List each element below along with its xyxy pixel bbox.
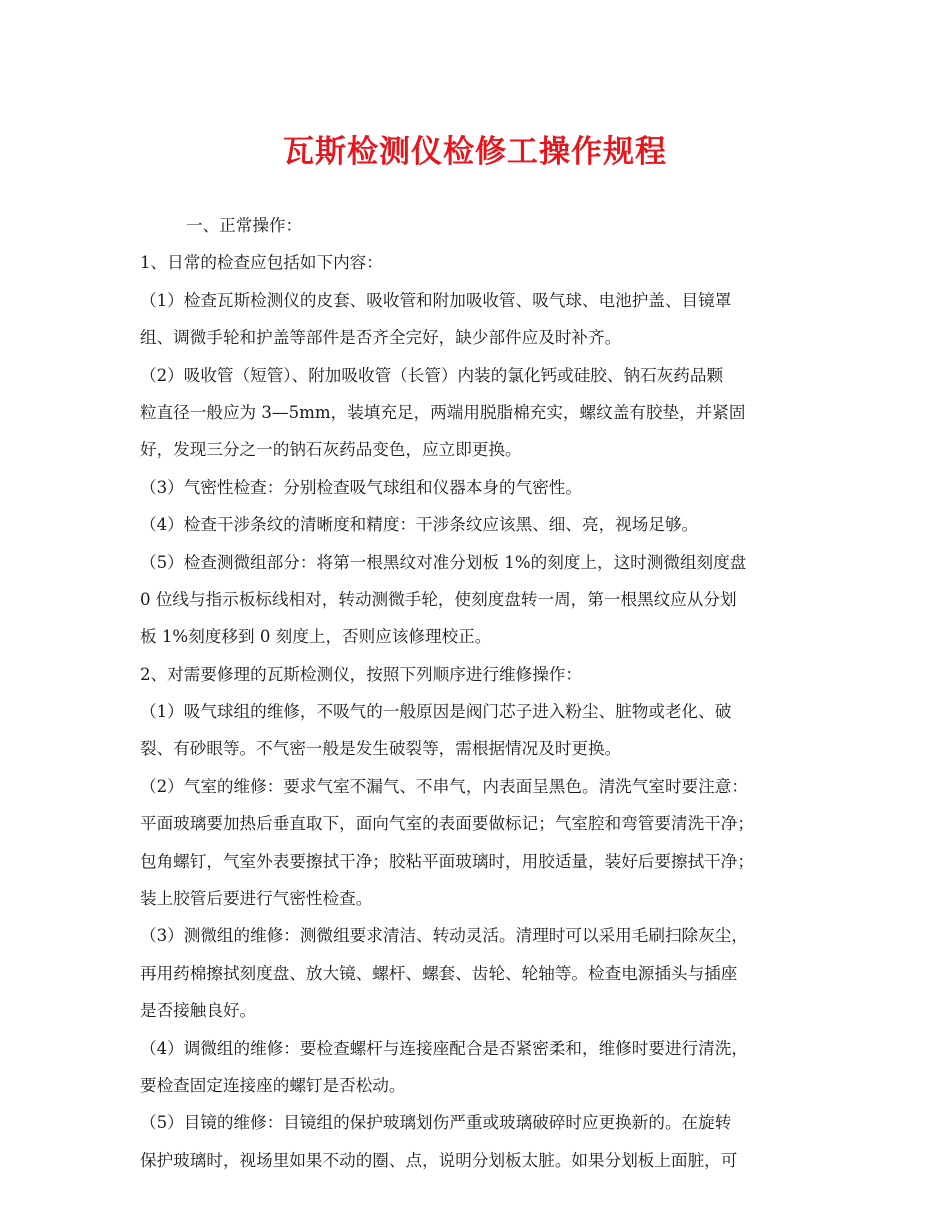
paragraph-line: （3）气密性检查：分别检查吸气球组和仪器本身的气密性。 <box>140 477 582 497</box>
paragraph-line: （5）检查测微组部分：将第一根黑纹对准分划板 1%的刻度上，这时测微组刻度盘 <box>140 552 747 572</box>
document-title: 瓦斯检测仪检修工操作规程 <box>283 134 667 170</box>
subsection-heading: 1、日常的检查应包括如下内容： <box>140 253 383 273</box>
paragraph-line: （4）检查干涉条纹的清晰度和精度：干涉条纹应该黑、细、亮，视场足够。 <box>140 515 699 535</box>
paragraph-line: 装上胶管后要进行气密性检查。 <box>140 889 373 909</box>
paragraph-line: 板 1%刻度移到 0 刻度上，否则应该修理校正。 <box>140 627 492 647</box>
paragraph-line: 是否接触良好。 <box>140 1001 257 1021</box>
paragraph-line: 好，发现三分之一的钠石灰药品变色，应立即更换。 <box>140 440 522 460</box>
paragraph-line: 平面玻璃要加热后垂直取下，面向气室的表面要做标记；气室腔和弯管要清洗干净； <box>140 814 754 834</box>
paragraph-line: （2）气室的维修：要求气室不漏气、不串气，内表面呈黑色。清洗气室时要注意： <box>140 776 748 796</box>
paragraph-line: （2）吸收管（短管）、附加吸收管（长管）内装的氯化钙或硅胶、钠石灰药品颗 <box>140 365 724 385</box>
paragraph-line: （1）吸气球组的维修，不吸气的一般原因是阀门芯子进入粉尘、脏物或老化、破 <box>140 702 732 722</box>
document-body <box>140 207 822 1179</box>
paragraph-line: （3）测微组的维修：测微组要求清洁、转动灵活。清理时可以采用毛刷扫除灰尘， <box>140 926 748 946</box>
paragraph-line: 0 位线与指示板标线相对，转动测微手轮，使刻度盘转一周，第一根黑纹应从分划 <box>140 589 737 609</box>
paragraph-line: 粒直径一般应为 3—5mm，装填充足，两端用脱脂棉充实，螺纹盖有胶垫，并紧固 <box>140 402 746 422</box>
paragraph-line: 组、调微手轮和护盖等部件是否齐全完好，缺少部件应及时补齐。 <box>140 328 622 348</box>
paragraph-line: 包角螺钉，气室外表要擦拭干净；胶粘平面玻璃时，用胶适量，装好后要擦拭干净； <box>140 851 754 871</box>
paragraph-line: 裂、有砂眼等。不气密一般是发生破裂等，需根据情况及时更换。 <box>140 739 622 759</box>
section-heading: 一、正常操作： <box>186 216 303 235</box>
paragraph-line: 要检查固定连接座的螺钉是否松动。 <box>140 1075 406 1095</box>
paragraph-line: （1）检查瓦斯检测仪的皮套、吸收管和附加吸收管、吸气球、电池护盖、目镜罩 <box>140 290 732 310</box>
paragraph-line: 保护玻璃时，视场里如果不动的圈、点，说明分划板太脏。如果分划板上面脏，可 <box>140 1150 738 1170</box>
subsection-heading: 2、对需要修理的瓦斯检测仪，按照下列顺序进行维修操作： <box>140 664 582 684</box>
paragraph-line: 再用药棉擦拭刻度盘、放大镜、螺杆、螺套、齿轮、轮轴等。检查电源插头与插座 <box>140 963 738 983</box>
paragraph-line: （5）目镜的维修：目镜组的保护玻璃划伤严重或玻璃破碎时应更换新的。在旋转 <box>140 1113 732 1133</box>
paragraph-line: （4）调微组的维修：要检查螺杆与连接座配合是否紧密柔和，维修时要进行清洗， <box>140 1038 748 1058</box>
